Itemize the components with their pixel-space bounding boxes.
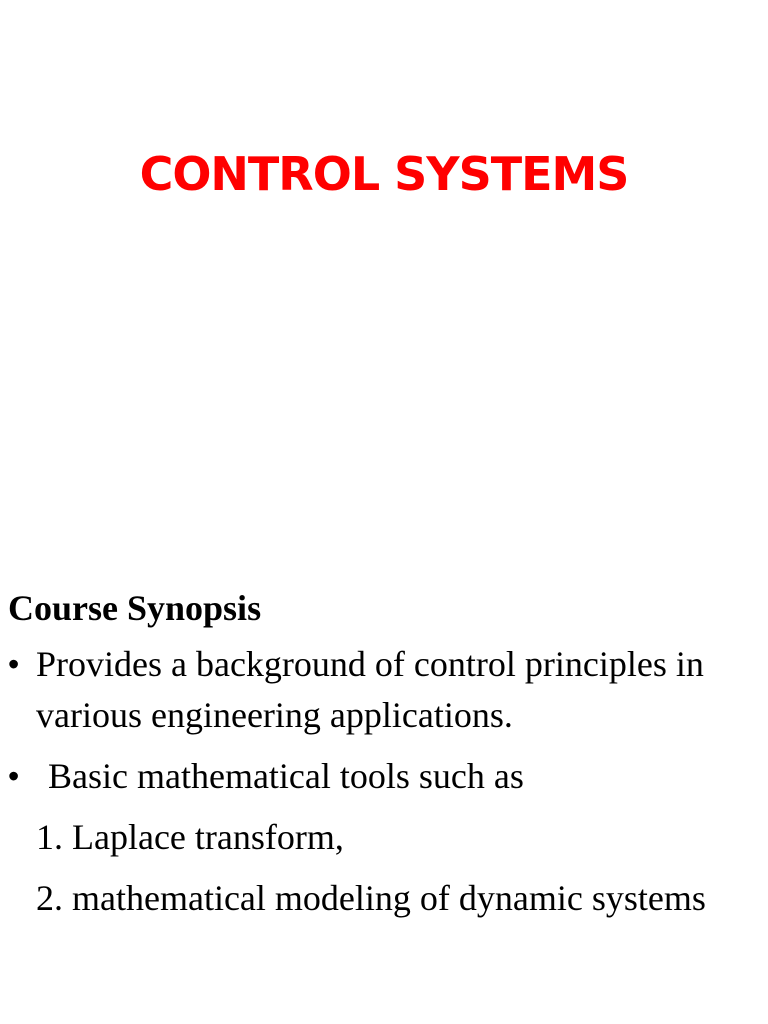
bullet-text: Provides a background of control principles in various engineering applications. (36, 644, 704, 735)
slide-body (8, 583, 760, 934)
bullet-text: Basic mathematical tools such as (48, 756, 524, 796)
bullet-dot-icon: • (8, 758, 20, 794)
bullet-dot-icon: • (8, 646, 20, 682)
numbered-item: 2. mathematical modeling of dynamic systems (36, 878, 706, 918)
bullet-item (8, 639, 760, 741)
section-heading: Course Synopsis (8, 588, 262, 628)
numbered-item: 1. Laplace transform, (36, 817, 344, 857)
slide-title: CONTROL SYSTEMS (139, 147, 629, 201)
bullet-item (8, 751, 760, 802)
